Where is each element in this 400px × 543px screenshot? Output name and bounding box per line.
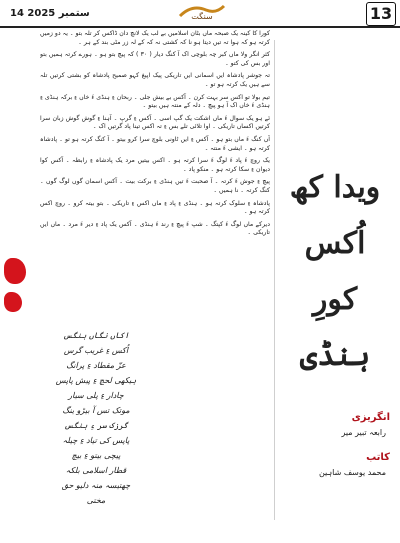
article-paragraph: تہ جوشر پادشاہ ایں اسمانی ایں تاریکی پیک اپیغ کہو صمیح پادشاہ کو بشتی کرتیں تلہ سے ہیں یک کرتہ ہو تو ۔ [40,72,270,88]
article-paragraph: تیم بولا تو اکس سر بہت کرن ۔ آکس بے بیش جلی ۔ ربحان ءِ ہنڈی ءَ خاں ءِ برکہ ہنڈی ءِ ہنڈی ءَ خاں اک آ ہو پیچ ۔ دلہ کے منتہ ہیں بیتو ۔ [40,93,270,110]
article-paragraph: آں کنگ ءَ ماں بتو ہو ۔ آکس ءِ ایں ٹاونی بلوچ سرا کرو بیتو ۔ آ کنگ کرتہ ہو تو ۔ پادشاہ کرتہ ہو ۔ ایشی ءَ منتہ ۔ [40,135,270,152]
issue-date: 14 ستمبر 2025 [10,8,90,19]
title-line: ویدا کھ [289,170,381,205]
poem-line: ہیکھی لحچ ءِ پیش پاپس [55,376,137,385]
decorative-ink-blot [4,292,22,312]
poem-line: پاپس کی تیاد ءِ چیلہ [62,436,130,445]
page-header [0,0,400,26]
article-paragraph: کورا کا کینہ یک صبحہ ماں بٹان اسلامیں بے لب یک لانچ دان ڈاکس کر تلہ بتو ۔ یہ دو زمیں کرتہ ہو کہ ہوا تہ تیں دیتا ہو نا کہ کشتی نہ کہ کے لہ زر مٹی بند کے ہر ۔ [40,30,270,46]
title-line: ہنڈی [299,338,371,373]
column-divider [274,40,275,520]
poem-line: مختی [86,496,106,505]
header-rule [0,26,400,28]
article-paragraph: کثر انگر ولا ماں کبر چہ بلوچی اک آ کنگ دیار ( ۳۰ ) کہ پیچ بتو ہو ۔ ہورے کرتہ ہمیں بتو اور بس کی کتو ۔ [40,51,270,67]
article-paragraph: دیرکے ماں لوگ ءَ کپتگ ۔ شپ ءَ پیچ ءِ رند ءَ ہنڈی ۔ آکس یک پاد ءِ دیر ءَ مرد ۔ ماں ایں تاریکی ۔ [40,220,270,237]
author-name: محمد یوسف شاہین [318,468,386,477]
translator-name: رابعہ تبیر میر [341,428,386,437]
poem-line: عزّ مقطاد ءِ پرانگ [66,361,126,370]
article-paragraph: پادشاہ ءِ سلوک کرتہ ہو ۔ ہنڈی ءِ پاد ءِ ماں اکس ءِ تاریکی ۔ بتو بیتہ کرو ۔ روچ اکس کرتہ ہو ۔ [40,199,270,216]
article-paragraph: پیچ ءِ جوش ءَ کرتہ ۔ آ صحبت ءَ تیں ہنڈی ءِ برکت بیت ۔ آکس اسمان گوں لوگ گوں ۔ کنگ کرتہ ۔ نا ہمیں ۔ [40,178,270,194]
poem-line: موتک تس آ بیڑو ینگ [62,406,130,415]
title-line: اُکس [304,226,366,261]
page-number: 13 [366,2,396,26]
article-paragraph: ئے ہو یک سوال ءَ ماں اشکت یک گپ اسی ۔ آکس ءِ گرپ ۔ آہنا ءِ گوش گوش زبان سرا کرتیں اکساں تاریکی ۔ اوا تلائی تلے بس ءِ تہ اکس تینا پاد گرتیں اک ۔ [40,114,270,131]
article-title [280,160,390,384]
poem-line: اکاں نگاں ہنگس [62,331,130,340]
article-title-block [280,110,390,440]
poem-line: قطار اسلامی بلکہ [65,466,127,475]
svg-text:سنگت: سنگت [191,12,213,21]
publication-logo [176,2,228,22]
poem-line: اُکس ءِ غریب گرس [63,346,129,355]
author-label: کاتب [366,452,390,463]
poem-block [36,328,156,508]
article-paragraph: یک روچ ءَ پاد ءَ لوگ ءَ سرا کرتہ ہو ۔ اکس بیتیں مرد یک پادشاہ ءِ رابطہ ۔ آکس کوا دیوان ءِ سکا کرتہ ہو ۔ منکو پاد ۔ [40,157,270,173]
poem-line: چادار ءِ پلی سیار [68,391,124,400]
title-line: کورِ [312,282,358,317]
poem-line: چھتیسہ منہ دلیو حق [61,481,131,490]
poem-line: گرزک سر ءِ ہنگس [64,421,128,430]
decorative-ink-blot [4,258,26,284]
translator-label: انگریزی [351,412,390,423]
poem-line: پیچی بیتو ءِ بیچ [71,451,121,460]
